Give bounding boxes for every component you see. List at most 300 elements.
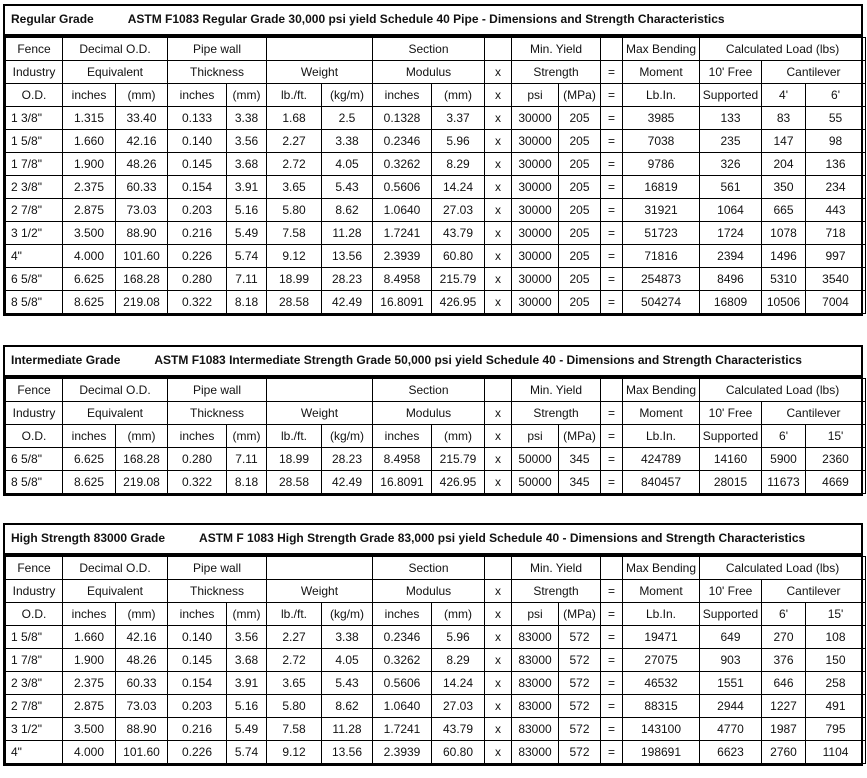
table-cell: 5.16 xyxy=(227,199,267,222)
table-cell: 5900 xyxy=(762,448,806,471)
table-cell: 8.29 xyxy=(432,153,485,176)
table-cell: 18.99 xyxy=(267,268,322,291)
table-cell: 254873 xyxy=(623,268,700,291)
table-cell: 2.27 xyxy=(267,626,322,649)
table-cell: 1987 xyxy=(762,718,806,741)
table-cell: 1.7241 xyxy=(373,718,432,741)
table-cell: x xyxy=(485,199,512,222)
table-cell: 0.216 xyxy=(168,718,227,741)
table-cell: 0.140 xyxy=(168,626,227,649)
header-row xyxy=(6,580,866,603)
table-cell: 147 xyxy=(762,130,806,153)
table-cell: 219.08 xyxy=(116,471,168,494)
table-cell: 98 xyxy=(806,130,866,153)
table-cell: 60.80 xyxy=(432,741,485,764)
table-cell: 2.3939 xyxy=(373,741,432,764)
table-row xyxy=(6,268,866,291)
header-cell: Industry xyxy=(6,580,63,603)
table-cell: 2.72 xyxy=(267,649,322,672)
header-cell: = xyxy=(601,84,623,107)
table-cell: x xyxy=(485,176,512,199)
grade-name: High Strength 83000 Grade xyxy=(11,531,166,545)
table-cell: 3.91 xyxy=(227,176,267,199)
header-cell: Decimal O.D. xyxy=(63,557,168,580)
table-cell: 4.05 xyxy=(322,649,373,672)
table-cell: 30000 xyxy=(512,107,559,130)
table-cell: x xyxy=(485,245,512,268)
header-row xyxy=(6,557,866,580)
table-cell: 9.12 xyxy=(267,741,322,764)
table-cell: 10506 xyxy=(762,291,806,314)
header-cell xyxy=(267,379,373,402)
table-cell: 235 xyxy=(700,130,762,153)
table-cell: 0.1328 xyxy=(373,107,432,130)
header-cell: Strength xyxy=(512,402,601,425)
header-cell: inches xyxy=(373,425,432,448)
table-cell: 0.203 xyxy=(168,695,227,718)
table-cell: 136 xyxy=(806,153,866,176)
table-cell: 0.145 xyxy=(168,649,227,672)
table-cell: 572 xyxy=(559,649,601,672)
header-cell: Industry xyxy=(6,402,63,425)
header-row xyxy=(6,603,866,626)
table-cell: 8.29 xyxy=(432,649,485,672)
table-cell: 205 xyxy=(559,268,601,291)
header-cell: (kg/m) xyxy=(322,84,373,107)
table-cell: x xyxy=(485,268,512,291)
header-cell: 15' xyxy=(806,425,866,448)
table-cell: 27.03 xyxy=(432,695,485,718)
header-cell: = xyxy=(601,61,623,84)
table-cell: 572 xyxy=(559,626,601,649)
table-cell: 205 xyxy=(559,130,601,153)
table-cell: 0.203 xyxy=(168,199,227,222)
header-cell: (mm) xyxy=(432,84,485,107)
header-cell xyxy=(601,379,623,402)
table-cell: 168.28 xyxy=(116,268,168,291)
header-cell: Moment xyxy=(623,580,700,603)
fence-od-cell: 2 7/8" xyxy=(6,695,63,718)
table-row xyxy=(6,291,866,314)
table-row xyxy=(6,471,866,494)
header-row xyxy=(6,402,866,425)
header-cell xyxy=(601,38,623,61)
table-cell: 88315 xyxy=(623,695,700,718)
table-cell: 3.38 xyxy=(322,626,373,649)
table-cell: x xyxy=(485,130,512,153)
header-cell: Fence xyxy=(6,379,63,402)
table-cell: 649 xyxy=(700,626,762,649)
table-cell: 88.90 xyxy=(116,718,168,741)
table-cell: 30000 xyxy=(512,245,559,268)
table-cell: 43.79 xyxy=(432,718,485,741)
high-strength-grade-section xyxy=(3,523,863,766)
table-cell: 8.4958 xyxy=(373,268,432,291)
table-cell: = xyxy=(601,268,623,291)
header-cell: (mm) xyxy=(227,84,267,107)
intermediate-grade-section xyxy=(3,345,863,496)
table-cell: 2.3939 xyxy=(373,245,432,268)
table-cell: = xyxy=(601,718,623,741)
table-cell: 4669 xyxy=(806,471,866,494)
table-row xyxy=(6,695,866,718)
header-cell: Weight xyxy=(267,402,373,425)
table-cell: 3.38 xyxy=(322,130,373,153)
table-cell: 7.58 xyxy=(267,222,322,245)
header-cell: 6' xyxy=(762,603,806,626)
header-cell: Min. Yield xyxy=(512,557,601,580)
table-cell: 27075 xyxy=(623,649,700,672)
table-cell: 7004 xyxy=(806,291,866,314)
table-cell: 2.27 xyxy=(267,130,322,153)
table-cell: 7.58 xyxy=(267,718,322,741)
header-cell: 10' Free xyxy=(700,402,762,425)
table-cell: = xyxy=(601,222,623,245)
header-cell: Equivalent xyxy=(63,61,168,84)
header-cell: Max Bending xyxy=(623,38,700,61)
table-cell: 101.60 xyxy=(116,245,168,268)
table-cell: 234 xyxy=(806,176,866,199)
table-cell: 270 xyxy=(762,626,806,649)
table-cell: x xyxy=(485,471,512,494)
header-cell: Modulus xyxy=(373,580,485,603)
header-cell: (MPa) xyxy=(559,425,601,448)
table-cell: 2.375 xyxy=(63,176,116,199)
table-cell: 2360 xyxy=(806,448,866,471)
header-cell: x xyxy=(485,402,512,425)
table-cell: x xyxy=(485,649,512,672)
header-cell: Strength xyxy=(512,61,601,84)
table-cell: 28.58 xyxy=(267,471,322,494)
table-cell: 8.62 xyxy=(322,695,373,718)
table-cell: 83 xyxy=(762,107,806,130)
table-cell: 42.16 xyxy=(116,626,168,649)
header-cell: = xyxy=(601,402,623,425)
table-cell: 18.99 xyxy=(267,448,322,471)
table-cell: 1.660 xyxy=(63,130,116,153)
fence-od-cell: 4" xyxy=(6,245,63,268)
table-cell: 0.5606 xyxy=(373,672,432,695)
table-cell: 11.28 xyxy=(322,222,373,245)
header-cell xyxy=(485,379,512,402)
table-cell: 0.154 xyxy=(168,672,227,695)
table-cell: 6.625 xyxy=(63,268,116,291)
table-cell: 9.12 xyxy=(267,245,322,268)
header-cell: Pipe wall xyxy=(168,379,267,402)
table-cell: 30000 xyxy=(512,268,559,291)
table-cell: = xyxy=(601,741,623,764)
table-cell: 3.500 xyxy=(63,222,116,245)
table-cell: 50000 xyxy=(512,448,559,471)
header-cell: inches xyxy=(168,84,227,107)
table-cell: 150 xyxy=(806,649,866,672)
table-cell: 5.43 xyxy=(322,176,373,199)
header-cell: Supported xyxy=(700,603,762,626)
table-cell: 0.322 xyxy=(168,291,227,314)
header-cell: inches xyxy=(168,603,227,626)
header-cell: inches xyxy=(63,603,116,626)
header-cell: O.D. xyxy=(6,425,63,448)
table-cell: = xyxy=(601,130,623,153)
table-cell: 1.0640 xyxy=(373,695,432,718)
table-cell: 1.7241 xyxy=(373,222,432,245)
table-cell: 1.0640 xyxy=(373,199,432,222)
header-cell: O.D. xyxy=(6,84,63,107)
table-cell: x xyxy=(485,718,512,741)
table-cell: 0.145 xyxy=(168,153,227,176)
header-cell: Decimal O.D. xyxy=(63,379,168,402)
table-cell: 665 xyxy=(762,199,806,222)
table-cell: 33.40 xyxy=(116,107,168,130)
table-cell: = xyxy=(601,471,623,494)
header-cell: Modulus xyxy=(373,402,485,425)
table-row xyxy=(6,153,866,176)
table-cell: 326 xyxy=(700,153,762,176)
table-cell: 3.38 xyxy=(227,107,267,130)
table-cell: 16.8091 xyxy=(373,291,432,314)
table-cell: x xyxy=(485,153,512,176)
header-cell xyxy=(485,38,512,61)
table-cell: 5.80 xyxy=(267,199,322,222)
table-cell: 4.05 xyxy=(322,153,373,176)
table-row xyxy=(6,107,866,130)
table-cell: 3.65 xyxy=(267,672,322,695)
header-cell: 10' Free xyxy=(700,580,762,603)
table-row xyxy=(6,672,866,695)
table-row xyxy=(6,649,866,672)
table-cell: 646 xyxy=(762,672,806,695)
header-cell: (mm) xyxy=(116,84,168,107)
table-cell: 3.37 xyxy=(432,107,485,130)
table-row xyxy=(6,245,866,268)
spec-table xyxy=(5,556,866,764)
table-row xyxy=(6,626,866,649)
table-row xyxy=(6,176,866,199)
fence-od-cell: 1 7/8" xyxy=(6,153,63,176)
table-cell: 6.625 xyxy=(63,448,116,471)
table-cell: 997 xyxy=(806,245,866,268)
table-cell: = xyxy=(601,107,623,130)
table-cell: x xyxy=(485,291,512,314)
header-row xyxy=(6,61,866,84)
table-cell: 101.60 xyxy=(116,741,168,764)
table-cell: 30000 xyxy=(512,199,559,222)
header-cell: Pipe wall xyxy=(168,557,267,580)
table-cell: = xyxy=(601,448,623,471)
table-cell: 258 xyxy=(806,672,866,695)
table-cell: 42.49 xyxy=(322,291,373,314)
table-cell: 28.58 xyxy=(267,291,322,314)
table-row xyxy=(6,222,866,245)
header-cell: Max Bending xyxy=(623,557,700,580)
header-cell: Equivalent xyxy=(63,402,168,425)
table-cell: 424789 xyxy=(623,448,700,471)
table-cell: 205 xyxy=(559,176,601,199)
table-cell: 8.18 xyxy=(227,291,267,314)
table-cell: 3.56 xyxy=(227,130,267,153)
header-cell xyxy=(267,38,373,61)
table-cell: 14.24 xyxy=(432,176,485,199)
table-cell: 718 xyxy=(806,222,866,245)
table-cell: 42.49 xyxy=(322,471,373,494)
table-cell: 2760 xyxy=(762,741,806,764)
header-cell: x xyxy=(485,580,512,603)
table-cell: 426.95 xyxy=(432,291,485,314)
grade-title: ASTM F1083 Regular Grade 30,000 psi yield Schedule 40 Pipe - Dimensions and Strength Characteristics xyxy=(127,12,725,26)
table-cell: 133 xyxy=(700,107,762,130)
header-cell: inches xyxy=(168,425,227,448)
section-title xyxy=(5,525,861,556)
fence-od-cell: 1 5/8" xyxy=(6,626,63,649)
table-cell: 43.79 xyxy=(432,222,485,245)
table-cell: 345 xyxy=(559,471,601,494)
table-cell: 1.68 xyxy=(267,107,322,130)
header-cell: Max Bending xyxy=(623,379,700,402)
table-cell: 5310 xyxy=(762,268,806,291)
header-cell: Thickness xyxy=(168,61,267,84)
table-cell: 83000 xyxy=(512,695,559,718)
table-cell: 8.4958 xyxy=(373,448,432,471)
header-cell xyxy=(601,557,623,580)
header-cell: Min. Yield xyxy=(512,379,601,402)
fence-od-cell: 1 3/8" xyxy=(6,107,63,130)
header-cell: Thickness xyxy=(168,402,267,425)
table-cell: 205 xyxy=(559,245,601,268)
header-cell: 10' Free xyxy=(700,61,762,84)
table-cell: 1078 xyxy=(762,222,806,245)
header-cell: Cantilever xyxy=(762,61,866,84)
table-cell: 1.315 xyxy=(63,107,116,130)
header-cell: Supported xyxy=(700,425,762,448)
fence-od-cell: 4" xyxy=(6,741,63,764)
table-cell: 71816 xyxy=(623,245,700,268)
table-cell: = xyxy=(601,626,623,649)
table-cell: 5.49 xyxy=(227,222,267,245)
header-cell: (mm) xyxy=(116,603,168,626)
header-row xyxy=(6,379,866,402)
header-cell: inches xyxy=(63,425,116,448)
table-cell: 11.28 xyxy=(322,718,373,741)
header-row xyxy=(6,425,866,448)
header-cell: Fence xyxy=(6,557,63,580)
table-cell: 3.68 xyxy=(227,649,267,672)
table-row xyxy=(6,741,866,764)
grade-title: ASTM F 1083 High Strength Grade 83,000 psi yield Schedule 40 - Dimensions and Strength Characteristics xyxy=(199,531,806,545)
table-cell: 16819 xyxy=(623,176,700,199)
grade-name: Regular Grade xyxy=(11,12,94,26)
table-cell: 0.280 xyxy=(168,448,227,471)
table-cell: 2.875 xyxy=(63,199,116,222)
table-cell: 0.280 xyxy=(168,268,227,291)
table-cell: 1496 xyxy=(762,245,806,268)
table-cell: 5.74 xyxy=(227,741,267,764)
table-cell: 108 xyxy=(806,626,866,649)
header-cell: inches xyxy=(373,84,432,107)
header-cell: (MPa) xyxy=(559,84,601,107)
table-cell: 572 xyxy=(559,672,601,695)
header-cell: (MPa) xyxy=(559,603,601,626)
table-cell: 1.900 xyxy=(63,153,116,176)
header-cell xyxy=(485,557,512,580)
table-cell: 83000 xyxy=(512,649,559,672)
header-cell: x xyxy=(485,61,512,84)
table-cell: 1.900 xyxy=(63,649,116,672)
table-cell: 205 xyxy=(559,291,601,314)
table-cell: = xyxy=(601,695,623,718)
header-cell: 15' xyxy=(806,603,866,626)
table-cell: x xyxy=(485,695,512,718)
table-cell: 143100 xyxy=(623,718,700,741)
header-cell: Lb.In. xyxy=(623,84,700,107)
table-cell: = xyxy=(601,672,623,695)
table-cell: = xyxy=(601,176,623,199)
table-cell: 0.226 xyxy=(168,741,227,764)
table-cell: 0.3262 xyxy=(373,649,432,672)
header-cell: O.D. xyxy=(6,603,63,626)
fence-od-cell: 6 5/8" xyxy=(6,448,63,471)
header-cell: Section xyxy=(373,379,485,402)
table-cell: 8496 xyxy=(700,268,762,291)
table-cell: 30000 xyxy=(512,291,559,314)
table-cell: 0.2346 xyxy=(373,130,432,153)
table-cell: 1551 xyxy=(700,672,762,695)
table-cell: 1227 xyxy=(762,695,806,718)
header-cell: Weight xyxy=(267,61,373,84)
table-cell: 5.16 xyxy=(227,695,267,718)
table-cell: 73.03 xyxy=(116,695,168,718)
fence-od-cell: 1 7/8" xyxy=(6,649,63,672)
table-cell: 2.875 xyxy=(63,695,116,718)
header-cell: Pipe wall xyxy=(168,38,267,61)
spec-table xyxy=(5,37,866,314)
table-cell: = xyxy=(601,649,623,672)
header-cell: Fence xyxy=(6,38,63,61)
header-cell: Cantilever xyxy=(762,580,866,603)
table-cell: 5.49 xyxy=(227,718,267,741)
table-cell: 0.140 xyxy=(168,130,227,153)
table-cell: 3985 xyxy=(623,107,700,130)
table-cell: 205 xyxy=(559,222,601,245)
table-cell: 5.43 xyxy=(322,672,373,695)
table-cell: 30000 xyxy=(512,176,559,199)
header-cell: (mm) xyxy=(432,603,485,626)
table-cell: 205 xyxy=(559,199,601,222)
table-cell: 3.56 xyxy=(227,626,267,649)
table-cell: 4770 xyxy=(700,718,762,741)
table-cell: 7.11 xyxy=(227,448,267,471)
table-cell: 840457 xyxy=(623,471,700,494)
header-cell: = xyxy=(601,603,623,626)
table-cell: 426.95 xyxy=(432,471,485,494)
table-cell: 83000 xyxy=(512,741,559,764)
table-cell: 55 xyxy=(806,107,866,130)
table-cell: 903 xyxy=(700,649,762,672)
table-cell: 4.000 xyxy=(63,245,116,268)
table-cell: 7.11 xyxy=(227,268,267,291)
table-row xyxy=(6,130,866,153)
header-cell: Moment xyxy=(623,402,700,425)
regular-grade-section xyxy=(3,4,863,316)
spec-table xyxy=(5,378,866,494)
table-cell: 8.18 xyxy=(227,471,267,494)
table-cell: 168.28 xyxy=(116,448,168,471)
header-cell: Lb.In. xyxy=(623,603,700,626)
header-cell: Moment xyxy=(623,61,700,84)
table-cell: 51723 xyxy=(623,222,700,245)
table-cell: 215.79 xyxy=(432,448,485,471)
table-cell: 11673 xyxy=(762,471,806,494)
table-cell: = xyxy=(601,291,623,314)
